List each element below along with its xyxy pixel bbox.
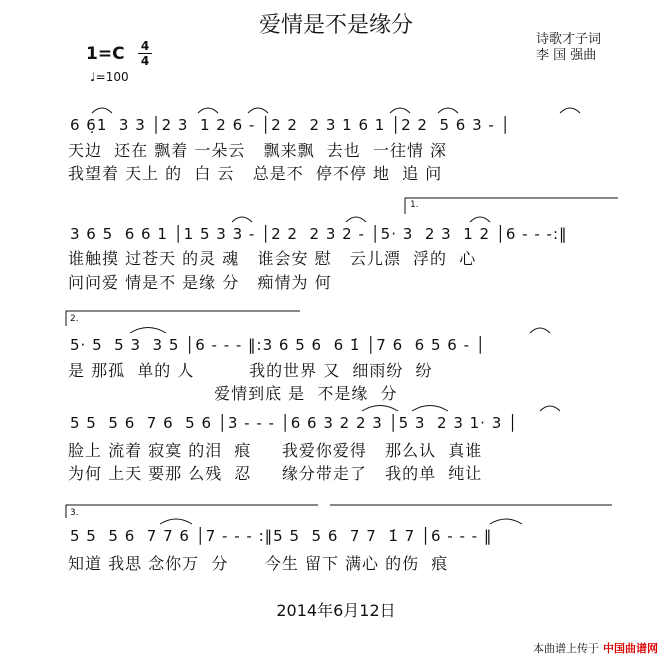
lyrics-row-2-verse-1: 谁触摸 过苍天 的灵 魂 谁会安 慰 云儿漂 浮的 心 (68, 249, 477, 268)
lyricist-credit: 诗歌才子词 (536, 32, 602, 47)
key-signature: 1=C (86, 44, 125, 64)
notation-row-2: 3 6 5 6 6 1 │1 5 3 3 ‑ │2 2 2 3 2 ‑ │5· 3 2 3 1 2 │6 ‑ ‑ ‑:‖ (70, 225, 568, 243)
composer-credit: 李 国 强曲 (536, 48, 597, 63)
slur (130, 328, 166, 334)
slur (540, 406, 560, 411)
slur (160, 519, 192, 524)
lyrics-row-2-verse-2: 问问爱 情是不 是缘 分 痴情为 何 (68, 273, 332, 292)
slur (248, 108, 268, 113)
slur (530, 328, 550, 333)
lyrics-row-1-verse-2: 我望着 天上 的 白 云 总是不 停不停 地 追 问 (68, 164, 443, 183)
notation-row-1: 6 6̣1 3 3 │2 3 1 2 6 ‑ │2 2 2 3 1 6 1 │2 2 5 6 3 ‑ │ (70, 116, 511, 134)
composition-date: 2014年6月12日 (276, 601, 396, 620)
slur (470, 217, 490, 222)
slur (232, 217, 252, 222)
footer (533, 640, 658, 656)
slur (92, 108, 112, 113)
lyrics-row-1-verse-1: 天边 还在 飘着 一朵云 飘来飘 去也 一往情 深 (68, 141, 448, 160)
tempo-marking: ♩=100 (90, 70, 129, 84)
volta-1-label: 1. (410, 200, 419, 210)
volta-3-label: 3. (70, 508, 79, 518)
footer-text: 本曲谱上传于 (533, 642, 599, 655)
song-title: 爱情是不是缘分 (258, 13, 413, 38)
lyrics-row-3-verse-1: 是 那孤 单的 人 我的世界 又 细雨纷 纷 (68, 361, 433, 380)
notation-row-4: 5 5 5 6 7 6 5 6 │3 ‑ ‑ ‑ │6 6 3 2 2 3 │5 3 2 3 1· 3 │ (70, 414, 519, 432)
slur (346, 217, 366, 222)
slur (412, 406, 448, 412)
slur (560, 108, 580, 113)
notation-row-3: 5· 5 5 3 3 5 │6 ‑ ‑ ‑ ‖:3 6 5 6 6 1̇ │7 6 6 5 6 ‑ │ (70, 336, 486, 354)
slur (198, 108, 218, 113)
slur (438, 108, 458, 113)
time-signature-top: 4 (140, 39, 150, 53)
site-logo[interactable]: 中国曲谱网 (603, 642, 658, 655)
volta-2-bracket (66, 311, 300, 326)
volta-2-label: 2. (70, 314, 79, 324)
slur (490, 519, 522, 524)
volta-3-bracket (66, 505, 318, 518)
slur (390, 108, 410, 113)
notation-row-5: 5 5 5 6 7 7 6 │7 ‑ ‑ ‑ :‖5 5 5 6 7 7 1̇ 7 │6 ‑ ‑ ‑ ‖ (70, 527, 493, 545)
lyrics-row-4-verse-1: 脸上 流着 寂寞 的泪 痕 我爱你爱得 那么认 真谁 (68, 441, 483, 460)
time-signature-bottom: 4 (140, 54, 150, 68)
lyrics-row-5-verse-1: 知道 我思 念你万 分 今生 留下 满心 的伤 痕 (68, 554, 449, 573)
lyrics-row-3-verse-2: 爱情到底 是 不是缘 分 (68, 384, 398, 403)
volta-1-bracket (405, 198, 618, 214)
slur (362, 406, 398, 412)
lyrics-row-4-verse-2: 为何 上天 要那 么残 忍 缘分带走了 我的单 纯让 (68, 464, 483, 483)
